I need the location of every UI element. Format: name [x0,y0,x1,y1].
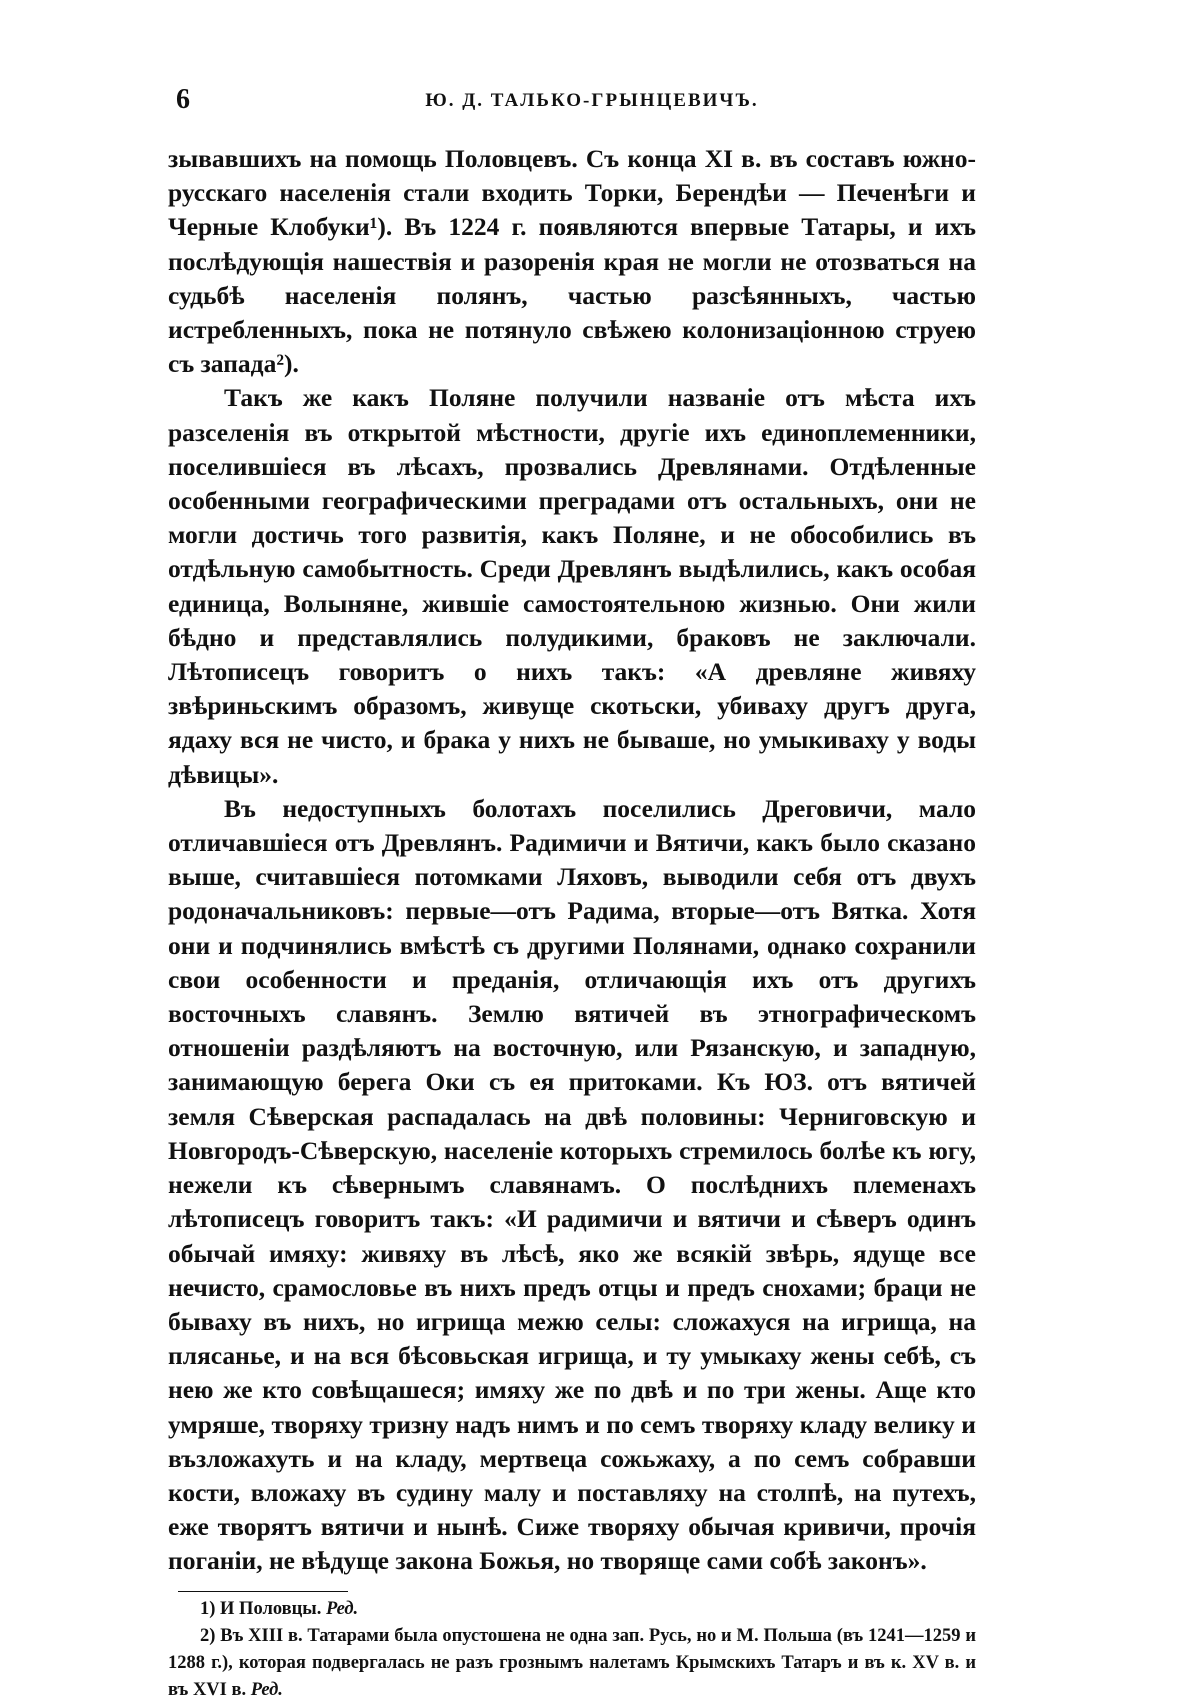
page-number: 6 [176,84,190,115]
body-text [168,142,976,1579]
footnotes [168,1596,976,1704]
paragraph-drevlyane: Такъ же какъ Поляне получили названіе отъ мѣста ихъ разселенія въ открытой мѣстности, другіе ихъ единоплеменники, поселившіеся въ лѣсахъ, прозвались Древлянами. Отдѣленные особенными географическими преградами отъ остальныхъ, они не могли достичь того развитія, какъ Поляне, и не обособились въ отдѣльную самобытность. Среди Древлянъ выдѣлились, какъ особая единица, Волыняне, жившіе самостоятельною жизнью. Они жили бѣдно и представлялись полудикими, браковъ не заключали. Лѣтописецъ говоритъ о нихъ такъ: «А древляне живяху звѣриньскимъ образомъ, живуще скотьски, убиваху другъ друга, ядаху вся не чисто, и брака у нихъ не бываше, но умыкиваху у воды дѣвицы». [168,383,976,789]
footnote-2-text: 2) Въ XIII в. Татарами была опустошена не одна зап. Русь, но и М. Польша (въ 1241—1259 и 1288 г.), которая подвергалась не разъ грознымъ налетамъ Крымскихъ Татаръ и въ к. XV в. и въ XVI в. [168,1625,976,1700]
page-header [168,84,976,120]
footnote-1 [168,1596,976,1623]
running-head: Ю. Д. ТАЛЬКО-ГРЫНЦЕВИЧЪ. [425,90,759,111]
book-page [168,84,976,1704]
footnote-1-text: 1) И Половцы. [200,1598,326,1619]
footnote-2-editor-mark: Ред. [250,1679,283,1700]
paragraph-dregovichi: Въ недоступныхъ болотахъ поселились Дреговичи, мало отличавшіеся отъ Древлянъ. Радимичи и Вятичи, какъ было сказано выше, считавшіеся потомками Ляховъ, выводили себя отъ двухъ родоначальниковъ: первые—отъ Радима, вторые—отъ Вятка. Хотя они и подчинялись вмѣстѣ съ другими Полянами, однако сохранили свои особенности и преданія, отличающія ихъ отъ другихъ восточныхъ славянъ. Землю вятичей въ этнографическомъ отношеніи раздѣляютъ на восточную, или Рязанскую, и западную, занимающую берега Оки съ ея притоками. Къ ЮЗ. отъ вятичей земля Сѣверская распадалась на двѣ половины: Черниговскую и Новгородъ-Сѣверскую, населеніе которыхъ стремилось болѣе къ югу, нежели къ сѣвернымъ славянамъ. О послѣднихъ племенахъ лѣтописецъ говоритъ такъ: «И радимичи и вятичи и сѣверъ одинъ обычай имяху: живяху въ лѣсѣ, яко же всякій звѣрь, ядуще все нечисто, срамословье въ нихъ предъ отцы и предъ снохами; браци не бываху въ нихъ, но игрища межю селы: сложахуся на игрища, на плясанье, и на вся бѣсовьская игрища, и ту умыкаху жены себѣ, съ нею же кто совѣщашеся; имяху же по двѣ и по три жены. Аще кто умряше, творяху тризну надъ нимъ и по семъ творяху кладу велику и възложахуть и на кладу, мертвеца сожьжаху, а по семъ собравши кости, вложаху въ судину малу и поставляху на столпѣ, на путехъ, еже творятъ вятичи и нынѣ. Сиже творяху обычая кривичи, прочія поганіи, не вѣдуще закона Божья, но творяще сами собѣ законъ». [168,793,976,1576]
footnote-divider [178,1591,348,1592]
paragraph-continued: зывавшихъ на помощь Половцевъ. Съ конца XI в. въ составъ южно-русскаго населенія стали входить Торки, Берендѣи — Печенѣги и Черные Клобуки¹). Въ 1224 г. появляются впервые Татары, и ихъ послѣдующія нашествія и разоренія края не могли не отозваться на судьбѣ населенія полянъ, частью разсѣянныхъ, частью истребленныхъ, пока не потянуло свѣжею колонизаціонною струею съ запада²). [168,144,976,379]
footnote-2 [168,1623,976,1704]
footnote-1-editor-mark: Ред. [325,1598,359,1619]
